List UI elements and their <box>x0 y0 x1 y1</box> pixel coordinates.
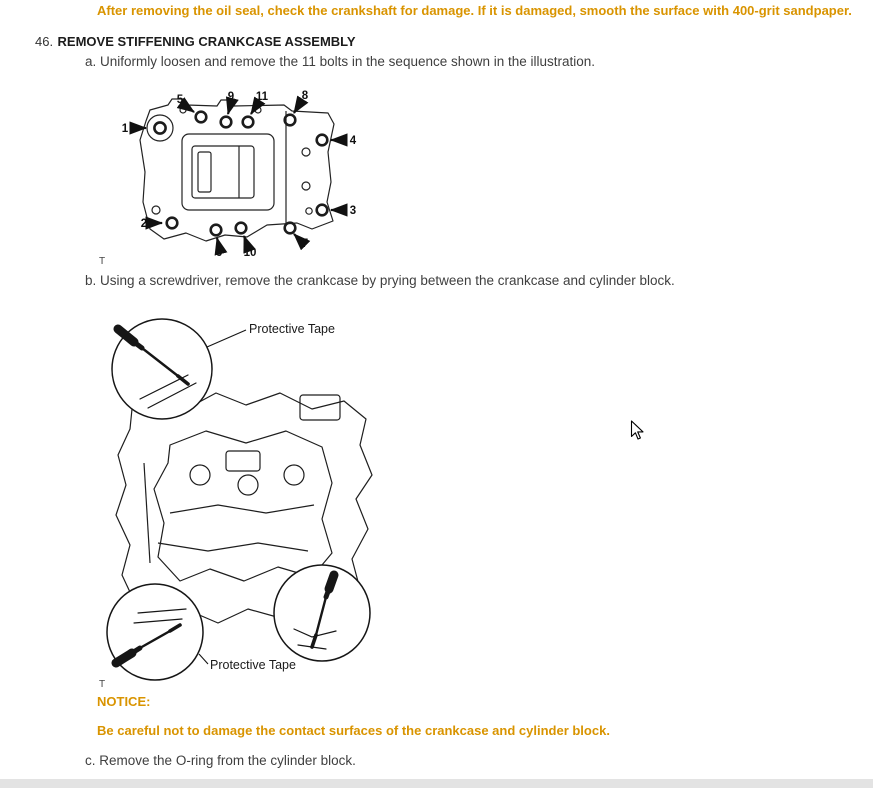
substep-c-text: Remove the O-ring from the cylinder block. <box>99 753 356 768</box>
bolt-number-10: 10 <box>243 247 257 259</box>
mouse-cursor <box>630 420 646 442</box>
bolt-number-11: 11 <box>255 91 269 103</box>
bolt-number-1: 1 <box>121 123 129 135</box>
bolt-number-5: 5 <box>176 94 184 106</box>
substep-a-marker: a. <box>85 54 97 69</box>
bolt-number-2: 2 <box>140 218 148 230</box>
bolt-number-4: 4 <box>349 135 357 147</box>
substep-c-marker: c. <box>85 753 96 768</box>
protective-tape-label-top: Protective Tape <box>249 322 335 336</box>
step-number: 46. <box>35 34 54 49</box>
bolt-number-3: 3 <box>349 205 357 217</box>
figure-crankcase-prying <box>98 313 388 685</box>
substep-b-marker: b. <box>85 273 97 288</box>
callout-circle-bottom-left <box>107 584 203 680</box>
substep-a-text: Uniformly loosen and remove the 11 bolts in the sequence shown in the illustration. <box>100 54 596 69</box>
bolt-holes <box>154 112 327 236</box>
step-title: REMOVE STIFFENING CRANKCASE ASSEMBLY <box>57 34 356 49</box>
figure1-caption: T <box>99 256 106 267</box>
substep-b-text: Using a screwdriver, remove the crankcase by prying between the crankcase and cylinder block. <box>100 273 675 288</box>
notice-label: NOTICE: <box>97 694 151 709</box>
notice-text: Be careful not to damage the contact surfaces of the crankcase and cylinder block. <box>97 723 610 738</box>
bolt-number-7: 7 <box>301 238 309 250</box>
horizontal-scrollbar[interactable] <box>0 779 873 788</box>
figure2-caption: T <box>99 679 106 690</box>
bolt-number-6: 6 <box>215 247 223 259</box>
bolt-number-8: 8 <box>301 90 309 102</box>
protective-tape-label-bottom: Protective Tape <box>210 658 296 672</box>
substep-c <box>85 752 356 770</box>
figure-bolt-removal-sequence <box>98 90 380 260</box>
caution-text: After removing the oil seal, check the crankshaft for damage. If it is damaged, smooth the surface with 400-grit sandpaper. <box>97 3 852 18</box>
bolt-number-9: 9 <box>227 91 235 103</box>
step-heading <box>35 33 356 51</box>
substep-a <box>85 53 595 71</box>
substep-b <box>85 272 675 290</box>
